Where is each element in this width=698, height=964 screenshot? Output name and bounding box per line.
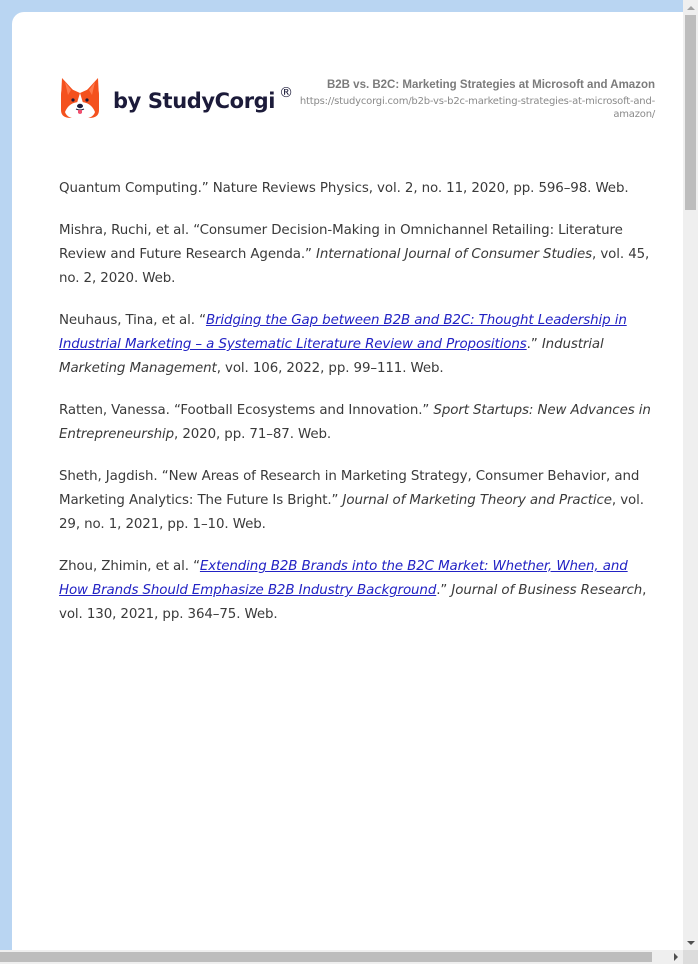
reference-text: Sheth, Jagdish. “New Areas of Research in Marketing Strategy, Consumer Behavior, and Marketing Analytics: The Future Is Bright.” <box>59 469 640 508</box>
journal-title: Sport Startups: New Advances in Entrepreneurship <box>59 403 651 442</box>
reference-link[interactable]: Extending B2B Brands into the B2C Market: Whether, When, and How Brands Should Emphasize B2B Industry Background <box>59 559 628 598</box>
corgi-logo-icon <box>59 76 101 120</box>
reference-text: Quantum Computing.” Nature Reviews Physics, vol. 2, no. 11, 2020, pp. 596–98. Web. <box>59 181 629 196</box>
reference-entry <box>59 177 657 201</box>
reference-author: Zhou, Zhimin, et al. “ <box>59 559 200 574</box>
document-page <box>12 12 683 950</box>
journal-title: Journal of Business Research <box>451 583 643 598</box>
page-header <box>59 66 655 146</box>
horizontal-scroll-thumb[interactable] <box>0 952 652 962</box>
arrow-right-icon <box>674 953 678 961</box>
journal-title: Industrial Marketing Management <box>59 337 604 376</box>
reference-details: , 2020, pp. 71–87. Web. <box>174 427 332 442</box>
journal-title: Journal of Marketing Theory and Practice <box>342 493 612 508</box>
arrow-down-icon <box>687 941 695 945</box>
document-title: B2B vs. B2C: Marketing Strategies at Microsoft and Amazon <box>326 79 655 91</box>
reference-entry <box>59 399 657 447</box>
reference-text: Mishra, Ruchi, et al. “Consumer Decision-Making in Omnichannel Retailing: Literature Review and Future Research Agenda.” <box>59 223 623 262</box>
scrollbar-corner <box>683 950 698 964</box>
reference-entry <box>59 309 657 381</box>
reference-details: , vol. 130, 2021, pp. 364–75. Web. <box>59 583 647 622</box>
horizontal-scrollbar[interactable] <box>0 950 683 964</box>
logo-wordmark <box>113 85 293 113</box>
reference-punctuation: .” <box>436 583 452 598</box>
reference-entry <box>59 555 657 627</box>
arrow-up-icon <box>687 6 695 10</box>
reference-entry <box>59 219 657 291</box>
reference-text: Ratten, Vanessa. “Football Ecosystems and Innovation.” <box>59 403 434 418</box>
scroll-down-button[interactable] <box>683 935 698 950</box>
works-cited-list <box>59 177 657 645</box>
logo-text: by StudyCorgi <box>113 89 276 113</box>
scroll-right-button[interactable] <box>668 950 683 964</box>
reference-details: , vol. 29, no. 1, 2021, pp. 1–10. Web. <box>59 493 644 532</box>
reference-entry <box>59 465 657 537</box>
studycorgi-logo[interactable] <box>59 76 293 120</box>
journal-title: International Journal of Consumer Studies <box>316 247 593 262</box>
document-info <box>295 78 655 121</box>
scroll-up-button[interactable] <box>683 0 698 15</box>
reference-punctuation: .” <box>526 337 542 352</box>
reference-details: , vol. 106, 2022, pp. 99–111. Web. <box>216 361 444 376</box>
registered-mark: ® <box>279 85 293 101</box>
vertical-scroll-thumb[interactable] <box>685 15 696 210</box>
reference-link[interactable]: Bridging the Gap between B2B and B2C: Thought Leadership in Industrial Marketing – a Systematic Literature Review and Propositions <box>59 313 627 352</box>
document-url[interactable]: https://studycorgi.com/b2b-vs-b2c-marketing-strategies-at-microsoft-and-amazon/ <box>299 96 655 120</box>
reference-author: Neuhaus, Tina, et al. “ <box>59 313 206 328</box>
reference-details: , vol. 45, no. 2, 2020. Web. <box>59 247 650 286</box>
vertical-scrollbar[interactable] <box>683 0 698 950</box>
